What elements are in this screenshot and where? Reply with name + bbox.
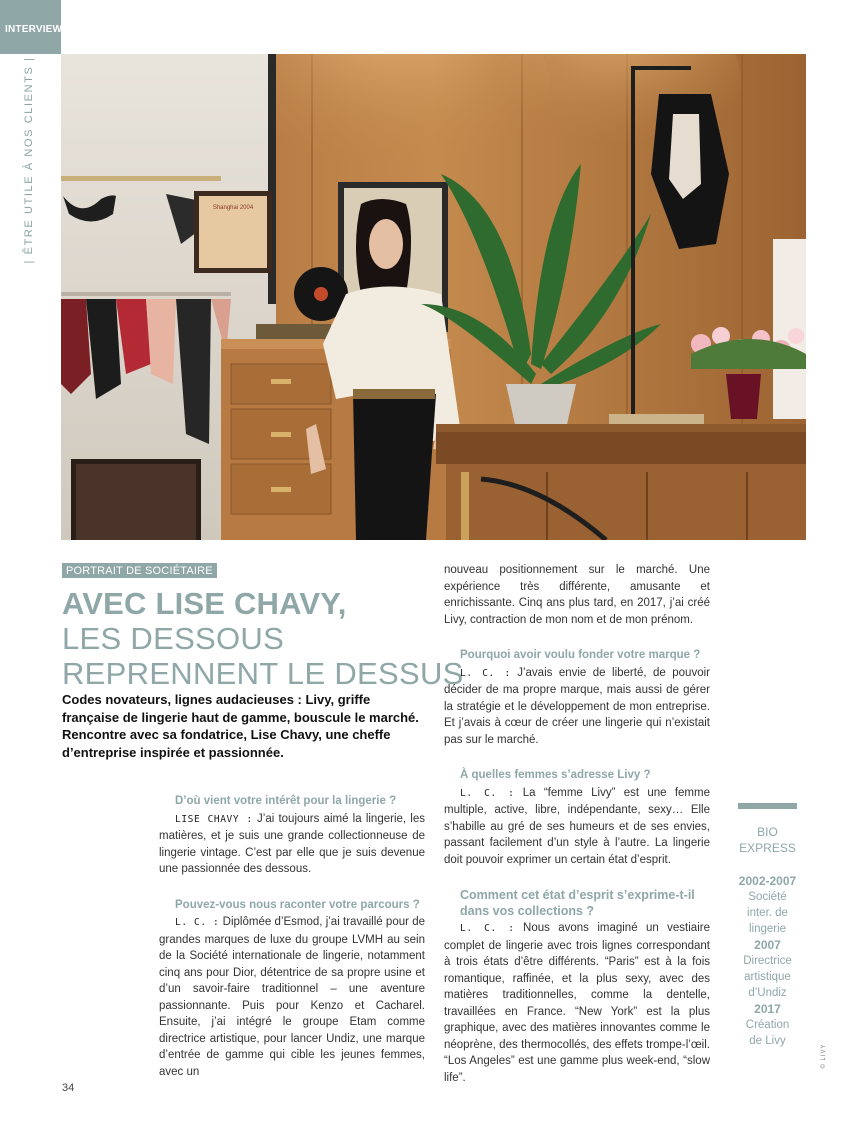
section-vertical-label: | ÊTRE UTILE À NOS CLIENTS | (23, 56, 35, 264)
bio-accent-bar (738, 803, 797, 809)
bio-line: d’Undiz (748, 987, 787, 999)
answer-career (159, 914, 425, 1080)
hero-photo (61, 54, 806, 540)
answer-origin (159, 811, 425, 878)
bio-line: artistique (744, 971, 791, 983)
kicker-label: PORTRAIT DE SOCIÉTAIRE (62, 563, 217, 578)
standfirst: Codes novateurs, lignes audacieuses : Livy, griffe française de lingerie haut de gamme, bouscule le marché. Rencontre avec sa fondatrice, Lise Chavy, une cheffe d’entreprise inspirée et passionnée. (62, 692, 419, 760)
photo-credit: © LIVY (821, 1043, 827, 1069)
headline-line-3: REPRENNENT LE DESSUS (62, 656, 464, 691)
answer-career-continued: nouveau positionnement sur le marché. Une expérience très différente, amusante et enrichissante. Cinq ans plus tard, en 2017, j’ai créé Livy, contraction de mon nom et de mon prénom. (444, 564, 710, 626)
bio-title-line-1: BIO (757, 825, 778, 839)
speaker-initials: L. C. : (175, 917, 220, 928)
speaker-initials: L. C. : (460, 787, 515, 799)
article-column-1 (159, 793, 425, 1080)
headline-line-2: LES DESSOUS (62, 621, 285, 656)
speaker-name: LISE CHAVY : (175, 813, 253, 825)
bio-express-box (731, 824, 804, 1049)
question-collections: Comment cet état d’esprit s’exprime-t-il dans vos collections ? (460, 888, 695, 918)
answer-women-text: La “femme Livy” est une femme multiple, active, libre, indépendante, sexy… Elle s’habille au gré de ses humeurs et de ses envies, passant facilement d’un style à l’autre. La lingerie doit pouvoir exprimer un certain état d’esprit. (444, 786, 710, 866)
bio-line: Directrice (743, 955, 792, 967)
question-career: Pouvez-vous nous raconter votre parcours ? (175, 898, 420, 911)
question-women: À quelles femmes s’adresse Livy ? (460, 769, 651, 781)
bio-year: 2017 (754, 1002, 781, 1016)
answer-origin-text: J’ai toujours aimé la lingerie, les matières, et je suis une grande collectionneuse de lingerie vintage. C’est par elle que je suis devenue une passionnée des dessous. (159, 812, 425, 875)
answer-collections-text: Nous avons imaginé un vestiaire complet de lingerie avec trois lignes correspondant à trois états d’être différents. “Paris” est à la fois romantique, raffinée, et la plus sexy, avec des matières traditionnelles, comme la dentelle, travaillées en France. “New York” est la plus graphique, avec des matières innovantes comme le néoprène, des thermocollés, des effets trompe-l’œil. “Los Angeles” est une gamme plus week-end, “slow life”. (444, 922, 710, 1084)
bio-line: lingerie (748, 923, 787, 935)
section-tab: INTERVIEW (0, 0, 61, 54)
answer-women (444, 785, 710, 869)
answer-collections (444, 920, 710, 1086)
bio-year: 2002-2007 (738, 874, 797, 888)
article-column-2 (444, 562, 710, 1086)
answer-brand (444, 665, 710, 749)
headline-line-1: AVEC LISE CHAVY, (62, 586, 347, 621)
answer-career-text: Diplômée d’Esmod, j’ai travaillé pour de grandes marques de luxe du groupe LVMH au sein de la Société internationale de lingerie, notamment cinq ans pour Dior, détentrice de sa propre usine et d’un savoir-faire traditionnel – une aventure passionnante. Puis pour Kenzo et Cacharel. Ensuite, j’ai intégré le groupe Etam comme directrice artistique, pour lancer Undiz, une marque d’entrée de gamme qui cible les jeunes femmes, avec un (159, 916, 425, 1078)
question-origin: D’où vient votre intérêt pour la lingerie ? (175, 795, 397, 807)
bio-line: inter. de (747, 907, 788, 919)
bio-line: Création (745, 1019, 790, 1031)
bio-title-line-2: EXPRESS (739, 841, 796, 855)
bio-line: de Livy (749, 1035, 786, 1047)
bio-title (731, 824, 804, 856)
question-brand: Pourquoi avoir voulu fonder votre marque ? (460, 649, 701, 661)
speaker-initials: L. C. : (460, 923, 515, 934)
bio-line: Société (748, 891, 787, 903)
speaker-initials: L. C. : (460, 667, 511, 679)
page-number: 34 (62, 1082, 75, 1094)
bio-year: 2007 (754, 938, 781, 952)
poster-text: Shanghai 2004 (212, 205, 254, 211)
answer-brand-text: J’avais envie de liberté, de pouvoir décider de ma propre marque, mais aussi de gérer la stratégie et le développement de mon entreprise. Et j’avais à cœur de créer une lingerie qui n’existait pas sur le marché. (444, 666, 710, 746)
